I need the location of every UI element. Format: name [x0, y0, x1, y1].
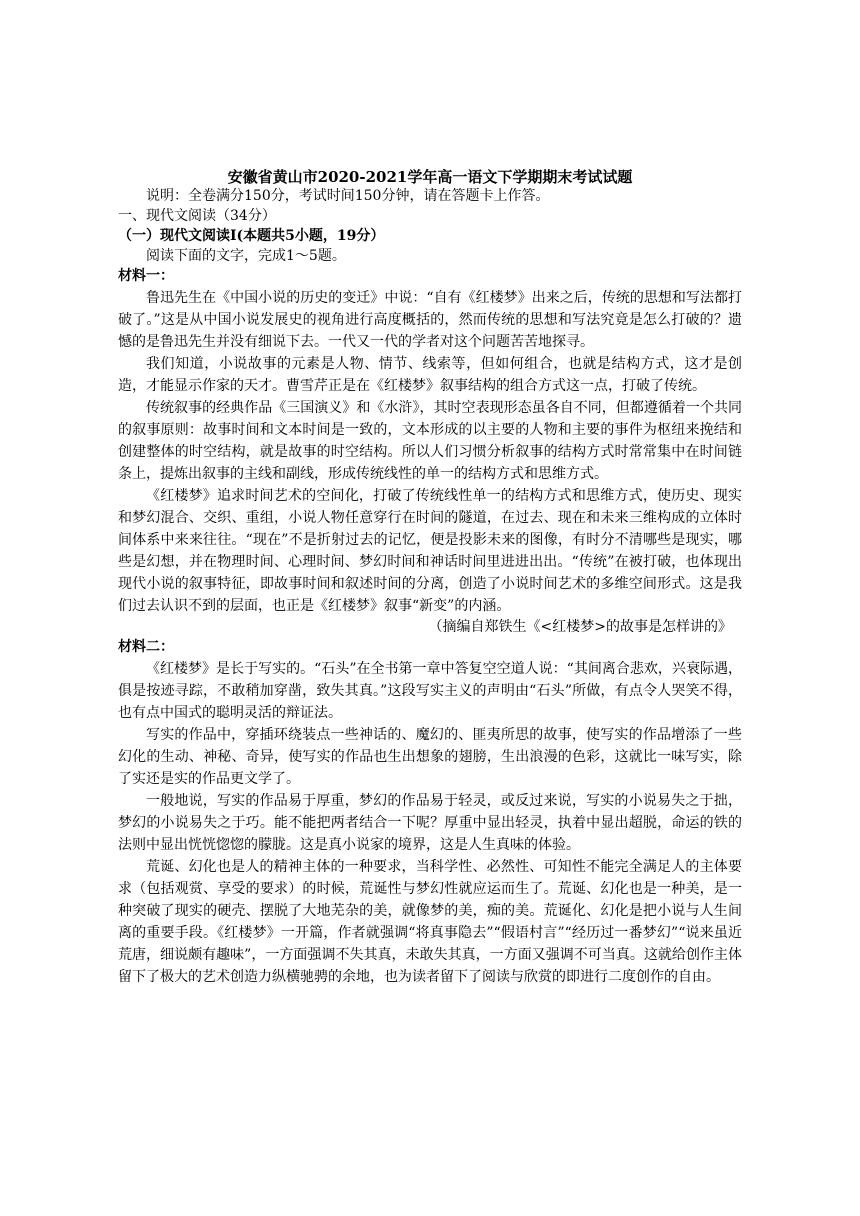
subsection-heading: （一）现代文阅读Ⅰ(本题共5小题，19分）	[118, 228, 385, 244]
section-heading: 一、现代文阅读（34分）	[118, 208, 276, 224]
material-two-paragraph: 写实的作品中，穿插环绕装点一些神话的、魔幻的、匪夷所思的故事，使写实的作品增添了一些幻化的生动、神秘、奇异，使写实的作品也生出想象的翅膀，生出浪漫的色彩，这就比一味写实，除了实还是实的作品更文学了。	[118, 727, 742, 787]
material-two-paragraph: 一般地说，写实的作品易于厚重，梦幻的作品易于轻灵，或反过来说，写实的小说易失之于拙，梦幻的小说易失之于巧。能不能把两者结合一下呢？厚重中显出轻灵，执着中显出超脱，命运的铁的法则中显出恍恍惚惚的朦胧。这是真小说家的境界，这是人生真味的体验。	[118, 793, 742, 853]
material-one-paragraph: 传统叙事的经典作品《三国演义》和《水浒》，其时空表现形态虽各自不同，但都遵循着一个共同的叙事原则：故事时间和文本时间是一致的，文本形成的以主要的人物和主要的事件为枢纽来挽结和创建整体的时空结构，就是故事的时空结构。所以人们习惯分析叙事的结构方式时常常集中在时间链条上，提炼出叙事的主线和副线，形成传统线性的单一的结构方式和思维方式。	[118, 400, 742, 482]
material-one-source: （摘编自郑铁生《<红楼梦>的故事是怎样讲的》	[428, 619, 732, 635]
reading-instruction: 阅读下面的文字，完成1～5题。	[146, 248, 346, 264]
document-page	[118, 168, 742, 988]
exam-note: 说明：全卷满分150分，考试时间150分钟，请在答题卡上作答。	[146, 188, 550, 204]
material-one-paragraph: 我们知道，小说故事的元素是人物、情节、线索等，但如何组合，也就是结构方式，这才是创造，才能显示作家的天才。曹雪芹正是在《红楼梦》叙事结构的组合方式这一点，打破了传统。	[118, 356, 742, 394]
material-two-label: 材料二：	[118, 639, 174, 655]
material-one-paragraph: 鲁迅先生在《中国小说的历史的变迁》中说：“自有《红楼梦》出来之后，传统的思想和写法都打破了。”这是从中国小说发展史的视角进行高度概括的，然而传统的思想和写法究竟是怎么打破的？遗憾的是鲁迅先生并没有细说下去。一代又一代的学者对这个问题苦苦地探寻。	[118, 290, 742, 350]
material-two-paragraph: 《红楼梦》是长于写实的。“石头”在全书第一章中答复空空道人说：“其间离合悲欢，兴衰际遇，俱是按迹寻踪，不敢稍加穿凿，致失其真。”这段写实主义的声明由“石头”所做，有点令人哭笑不得，也有点中国式的聪明灵活的辩证法。	[118, 661, 742, 721]
document-title: 安徽省黄山市2020-2021学年高一语文下学期期末考试试题	[227, 168, 633, 186]
material-one-paragraph: 《红楼梦》追求时间艺术的空间化，打破了传统线性单一的结构方式和思维方式，使历史、现实和梦幻混合、交织、重组，小说人物任意穿行在时间的隧道，在过去、现在和未来三维构成的立体时间体系中来来往往。“现在”不是折射过去的记忆，便是投影未来的图像，有时分不清哪些是现实，哪些是幻想，并在物理时间、心理时间、梦幻时间和神话时间里进进出出。“传统”在被打破，也体现出现代小说的叙事特征，即故事时间和叙述时间的分离，创造了小说时间艺术的多维空间形式。这是我们过去认识不到的层面，也正是《红楼梦》叙事“新变”的内涵。	[118, 488, 742, 614]
material-two-paragraph: 荒诞、幻化也是人的精神主体的一种要求，当科学性、必然性、可知性不能完全满足人的主体要求（包括观赏、享受的要求）的时候，荒诞性与梦幻性就应运而生了。荒诞、幻化也是一种美，是一种突破了现实的硬壳、摆脱了大地芜杂的美，就像梦的美，痴的美。荒诞化、幻化是把小说与人生间离的重要手段。《红楼梦》一开篇，作者就强调“将真事隐去”“假语村言”“经历过一番梦幻”“说来虽近荒唐，细说颇有趣味”，一方面强调不失其真，未敢失其真，一方面又强调不可当真。这就给创作主体留下了极大的艺术创造力纵横驰骋的余地，也为读者留下了阅读与欣赏的即进行二度创作的自由。	[118, 859, 742, 985]
material-one-label: 材料一：	[118, 268, 174, 284]
